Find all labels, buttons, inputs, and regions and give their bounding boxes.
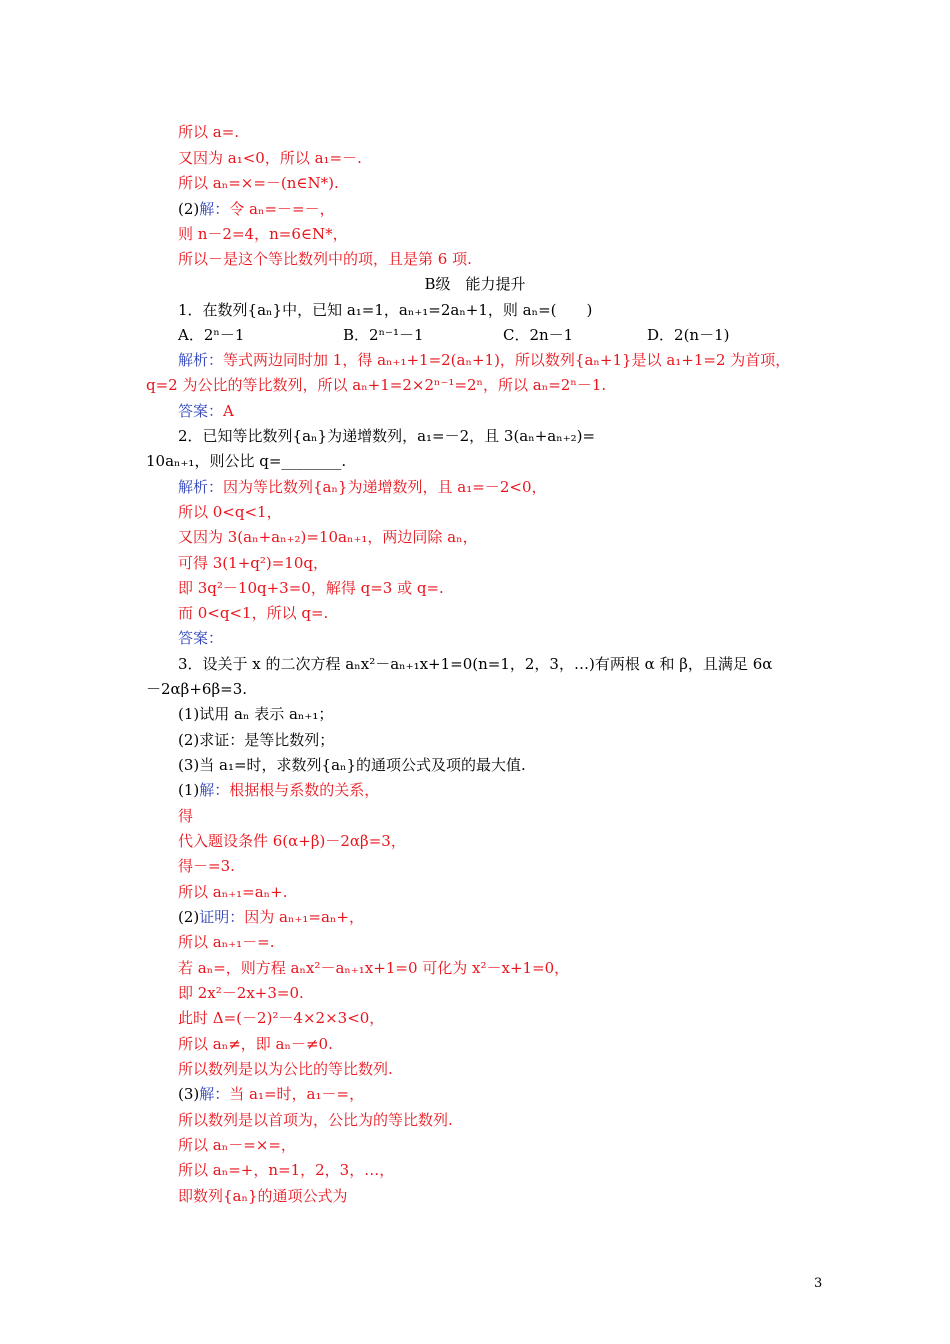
text-line-l30: 得－=3.: [178, 857, 235, 875]
text-line-l29: 代入题设条件 6(α+β)－2αβ=3，: [178, 832, 406, 850]
text-line-l36: 此时 Δ=(－2)²－4×2×3<0，: [178, 1009, 385, 1027]
text-line-l27: [178, 780, 379, 800]
text-line-l26: (3)当 a₁=时，求数列{aₙ}的通项公式及项的最大值.: [178, 756, 526, 774]
line-content: 根据根与系数的关系，: [229, 781, 380, 799]
page-number: 3: [814, 1276, 823, 1291]
line-content: 因为等比数列{aₙ}为递增数列，且 a₁=－2<0，: [223, 478, 547, 496]
text-line-l07: B级 能力提升: [424, 275, 526, 293]
solution-label: 解：: [199, 1085, 230, 1103]
text-line-l39: [178, 1084, 364, 1104]
solution-label: 答案：: [178, 629, 224, 647]
text-line-l08: 1．在数列{aₙ}中，已知 a₁=1，aₙ₊₁=2aₙ+1，则 aₙ=( ): [178, 301, 593, 319]
line-content: 因为 aₙ₊₁=aₙ+，: [244, 908, 364, 926]
line-prefix: (2): [178, 908, 200, 926]
text-line-l31: 所以 aₙ₊₁=aₙ+.: [178, 883, 288, 901]
text-line-l20: 而 0<q<1，所以 q=.: [178, 604, 329, 622]
line-prefix: (3): [178, 1085, 200, 1103]
text-line-l35: 即 2x²－2x+3=0.: [178, 984, 304, 1002]
solution-label: 解析：: [178, 351, 224, 369]
text-line-l22: 3．设关于 x 的二次方程 aₙx²－aₙ₊₁x+1=0(n=1，2，3，…)有两根 α 和 β，且满足 6α: [178, 655, 773, 673]
text-line-l37: 所以 aₙ≠，即 aₙ－≠0.: [178, 1035, 333, 1053]
text-line-l09b: B．2ⁿ⁻¹－1: [343, 326, 424, 344]
text-line-l18: 可得 3(1+q²)=10q，: [178, 554, 329, 572]
line-content: 等式两边同时加 1，得 aₙ₊₁+1=2(aₙ+1)，所以数列{aₙ+1}是以 a₁+1=2 为首项，: [223, 351, 791, 369]
text-line-l13: 2．已知等比数列{aₙ}为递增数列，a₁=－2，且 3(aₙ+aₙ₊₂)=: [178, 427, 596, 445]
line-content: 当 a₁=时，a₁－=，: [229, 1085, 365, 1103]
text-line-l34: 若 aₙ=，则方程 aₙx²－aₙ₊₁x+1=0 可化为 x²－x+1=0，: [178, 959, 570, 977]
text-line-l40: 所以数列是以首项为，公比为的等比数列.: [178, 1111, 453, 1129]
text-line-l16: 所以 0<q<1，: [178, 503, 282, 521]
text-line-l03: 所以 aₙ=×=－(n∈N*).: [178, 174, 339, 192]
solution-label: 解：: [199, 781, 230, 799]
line-content: A: [223, 402, 234, 420]
text-line-l41: 所以 aₙ－=×=，: [178, 1136, 296, 1154]
text-line-l05: 则 n－2=4，n=6∈N*，: [178, 225, 348, 243]
text-line-l11: q=2 为公比的等比数列，所以 aₙ+1=2×2ⁿ⁻¹=2ⁿ，所以 aₙ=2ⁿ－1.: [146, 376, 607, 394]
text-line-l14: 10aₙ₊₁，则公比 q=________.: [146, 452, 347, 470]
line-prefix: (1): [178, 781, 200, 799]
text-line-l10: [178, 350, 790, 370]
text-line-l33: 所以 aₙ₊₁－=.: [178, 933, 275, 951]
text-line-l06: 所以－是这个等比数列中的项，且是第 6 项.: [178, 250, 472, 268]
text-line-l09a: A．2ⁿ－1: [178, 326, 245, 344]
text-line-l24: (1)试用 aₙ 表示 aₙ₊₁；: [178, 705, 334, 723]
text-line-l17: 又因为 3(aₙ+aₙ₊₂)=10aₙ₊₁，两边同除 aₙ，: [178, 528, 478, 546]
text-line-l43: 即数列{aₙ}的通项公式为: [178, 1187, 348, 1205]
line-content: 令 aₙ=－=－，: [229, 200, 335, 218]
text-line-l25: (2)求证：是等比数列；: [178, 731, 335, 749]
text-line-l23: －2αβ+6β=3.: [146, 680, 248, 698]
text-line-l42: 所以 aₙ=+，n=1，2，3，…，: [178, 1161, 395, 1179]
text-line-l12: [178, 401, 234, 421]
text-line-l38: 所以数列是以为公比的等比数列.: [178, 1060, 393, 1078]
text-line-l09d: D．2(n－1): [647, 326, 730, 344]
text-line-l28: 得: [178, 807, 194, 825]
solution-label: 证明：: [199, 908, 245, 926]
line-prefix: (2): [178, 200, 200, 218]
text-line-l09c: C．2n－1: [503, 326, 574, 344]
solution-label: 答案：: [178, 402, 224, 420]
text-line-l32: [178, 907, 364, 927]
solution-label: 解：: [199, 200, 230, 218]
text-line-l04: [178, 199, 335, 219]
text-line-l15: [178, 477, 546, 497]
text-line-l02: 又因为 a₁<0，所以 a₁=－.: [178, 149, 362, 167]
text-line-l21: [178, 628, 223, 648]
text-line-l19: 即 3q²－10q+3=0，解得 q=3 或 q=.: [178, 579, 444, 597]
text-line-l01: 所以 a=.: [178, 123, 240, 141]
solution-label: 解析：: [178, 478, 224, 496]
